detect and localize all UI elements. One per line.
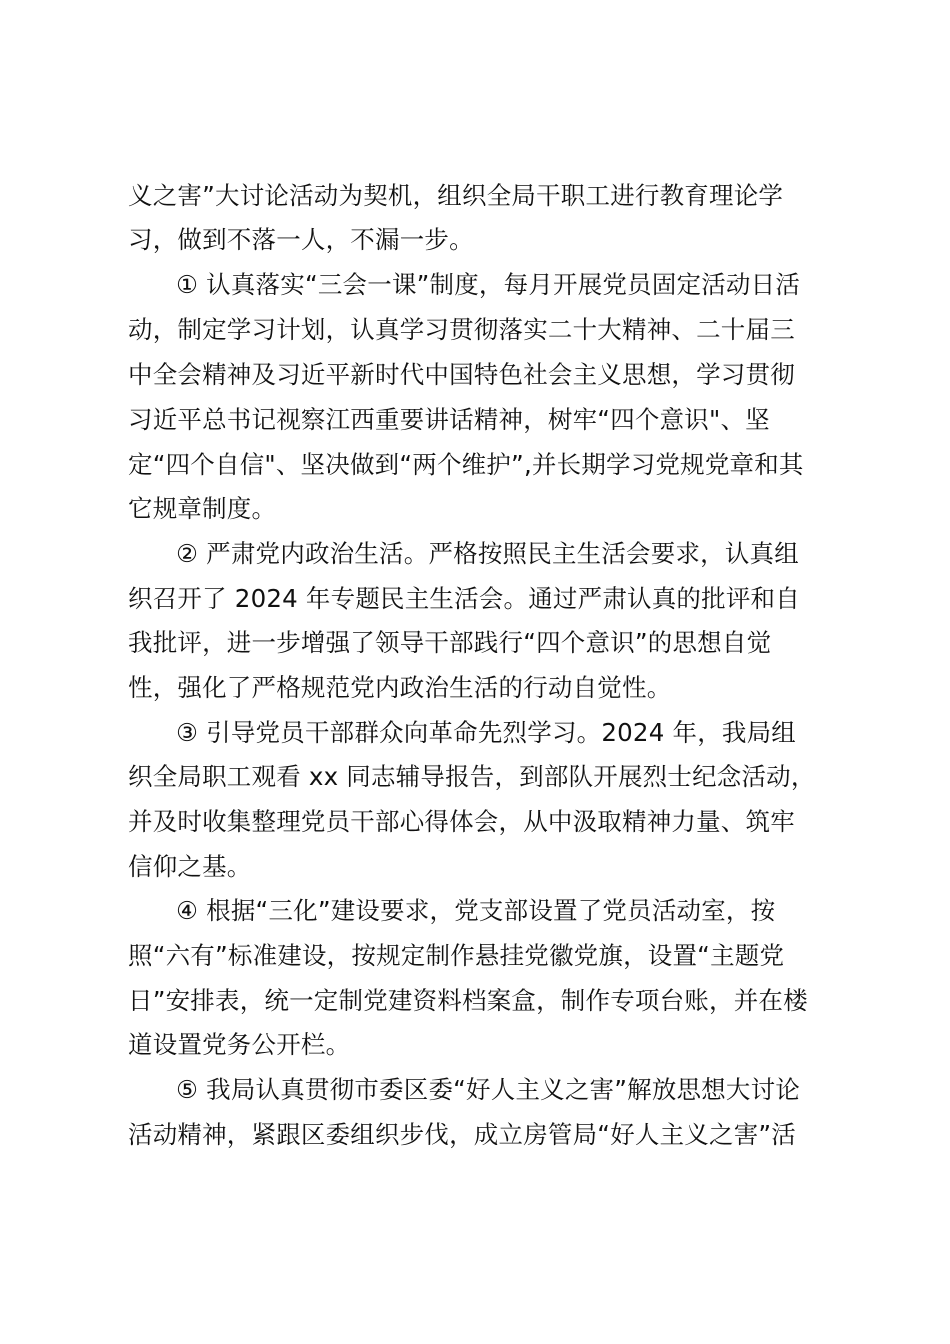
- text-line: 活动精神，紧跟区委组织步伐，成立房管局“好人主义之害”活: [128, 1120, 796, 1149]
- text-line: 定“四个自信"、坚决做到“两个维护”,并长期学习党规党章和其: [128, 450, 804, 479]
- paragraph-4-start: ④ 根据“三化”建设要求，党支部设置了党员活动室，按: [176, 896, 776, 925]
- text-line: 习近平总书记视察江西重要讲话精神，树牢“四个意识"、坚: [128, 405, 770, 434]
- text-line: 日”安排表，统一定制党建资料档案盒，制作专项台账，并在楼: [128, 986, 808, 1015]
- text-line: 织全局职工观看 xx 同志辅导报告，到部队开展烈士纪念活动，: [128, 762, 816, 791]
- text-line: 道设置党务公开栏。: [128, 1030, 351, 1059]
- paragraph-5-start: ⑤ 我局认真贯彻市委区委“好人主义之害”解放思想大讨论: [176, 1075, 801, 1104]
- paragraph-3-start: ③ 引导党员干部群众向革命先烈学习。2024 年，我局组: [176, 718, 796, 747]
- text-line: 性，强化了严格规范党内政治生活的行动自觉性。: [128, 673, 672, 702]
- paragraph-1-start: ① 认真落实“三会一课”制度，每月开展党员固定活动日活: [176, 270, 801, 299]
- text-line: 信仰之基。: [128, 852, 252, 881]
- text-line: 它规章制度。: [128, 494, 277, 523]
- text-line: 义之害”大讨论活动为契机，组织全局干职工进行教育理论学: [128, 181, 784, 210]
- text-line: 中全会精神及习近平新时代中国特色社会主义思想，学习贯彻: [128, 360, 795, 389]
- text-line: 习，做到不落一人，不漏一步。: [128, 225, 474, 254]
- paragraph-2-start: ② 严肃党内政治生活。严格按照民主生活会要求，认真组: [176, 539, 799, 568]
- text-line: 动，制定学习计划，认真学习贯彻落实二十大精神、二十届三: [128, 315, 795, 344]
- text-line: 照“六有”标准建设，按规定制作悬挂党徽党旗，设置“主题党: [128, 941, 785, 970]
- text-line: 织召开了 2024 年专题民主生活会。通过严肃认真的批评和自: [128, 584, 800, 613]
- text-line: 我批评，进一步增强了领导干部践行“四个意识”的思想自觉: [128, 628, 772, 657]
- text-line: 并及时收集整理党员干部心得体会，从中汲取精神力量、筑牢: [128, 807, 795, 836]
